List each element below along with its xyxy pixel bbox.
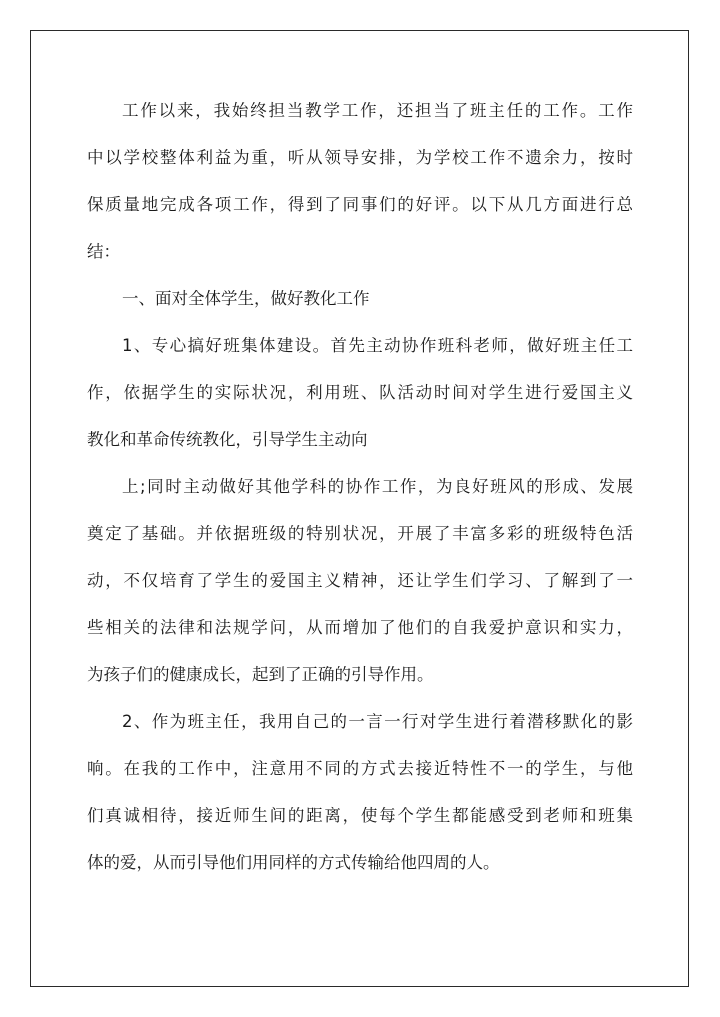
paragraph-item-2 — [87, 698, 633, 886]
text-line: 中以学校整体利益为重，听从领导安排，为学校工作不遗余力，按时 — [87, 148, 633, 167]
text-line: 1、专心搞好班集体建设。首先主动协作班科老师，做好班主任工 — [122, 336, 633, 355]
paragraph-item-1 — [87, 322, 633, 463]
text-line: 工作以来，我始终担当教学工作，还担当了班主任的工作。工作 — [122, 101, 633, 120]
text-line: 上;同时主动做好其他学科的协作工作，为良好班风的形成、发展 — [122, 477, 633, 496]
text-line: 奠定了基础。并依据班级的特别状况，开展了丰富多彩的班级特色活 — [87, 524, 633, 543]
paragraph-item-1-continued — [87, 463, 633, 698]
text-line: 保质量地完成各项工作，得到了同事们的好评。以下从几方面进行总 — [87, 195, 633, 214]
text-line: 些相关的法律和法规学问，从而增加了他们的自我爱护意识和实力， — [87, 618, 633, 637]
document-body — [87, 87, 633, 886]
text-line: 们真诚相待，接近师生间的距离，使每个学生都能感受到老师和班集 — [87, 806, 633, 825]
text-line: 响。在我的工作中，注意用不同的方式去接近特性不一的学生，与他 — [87, 759, 633, 778]
text-line: 教化和革命传统教化，引导学生主动向 — [87, 430, 368, 449]
section-heading — [87, 275, 633, 322]
text-line: 2、作为班主任，我用自己的一言一行对学生进行着潜移默化的影 — [122, 712, 633, 731]
heading-line: 一、面对全体学生，做好教化工作 — [122, 289, 370, 308]
text-line: 作，依据学生的实际状况，利用班、队活动时间对学生进行爱国主义 — [87, 383, 633, 402]
text-line: 结： — [87, 242, 120, 261]
text-line: 为孩子们的健康成长，起到了正确的引导作用。 — [87, 665, 434, 684]
text-line: 动，不仅培育了学生的爱国主义精神，还让学生们学习、了解到了一 — [87, 571, 633, 590]
paragraph-intro — [87, 87, 633, 275]
text-line: 体的爱，从而引导他们用同样的方式传输给他四周的人。 — [87, 853, 500, 872]
